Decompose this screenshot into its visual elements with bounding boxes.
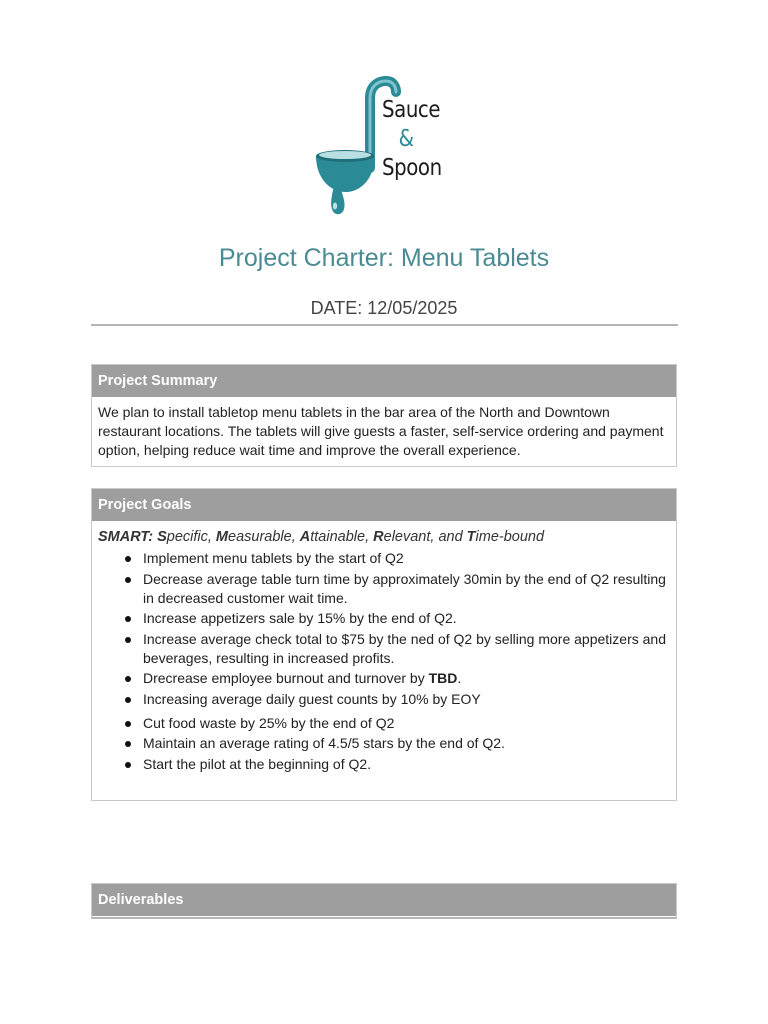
project-goals-header: Project Goals bbox=[92, 489, 676, 521]
smart-rest-a: ttainable, bbox=[310, 529, 374, 545]
logo-wordmark bbox=[382, 96, 442, 183]
logo-word-sauce: Sauce bbox=[382, 97, 441, 123]
smart-rest-m: easurable, bbox=[228, 529, 300, 545]
goal-item: Cut food waste by 25% by the end of Q2 bbox=[123, 714, 670, 733]
goal-item-tbd: TBD bbox=[428, 670, 458, 686]
logo-word-spoon: Spoon bbox=[382, 155, 442, 181]
goal-item: Decrease average table turn time by approximately 30min by the end of Q2 resulting in decreased customer wait time. bbox=[123, 570, 670, 608]
smart-rest-s: pecific, bbox=[166, 529, 216, 545]
smart-letter-a: A bbox=[299, 529, 311, 545]
smart-definition bbox=[98, 528, 670, 547]
goal-item: Increase average check total to $75 by the ned of Q2 by selling more appetizers and beverages, resulting in increased profits. bbox=[123, 630, 670, 668]
goal-item: Increase appetizers sale by 15% by the end of Q2. bbox=[123, 609, 670, 628]
project-summary-body: We plan to install tabletop menu tablets in the bar area of the North and Downtown restaurant locations. The tablets will give guests a faster, self-service ordering and payment option, helping reduce wait time and improve the overall experience. bbox=[98, 404, 664, 458]
smart-rest-t: ime-bound bbox=[475, 529, 545, 545]
goals-list bbox=[98, 549, 670, 774]
goal-item bbox=[123, 669, 670, 688]
goal-item: Implement menu tablets by the start of Q2 bbox=[123, 549, 670, 568]
goal-item-text: Drecrease employee burnout and turnover by bbox=[143, 670, 429, 686]
document-date: DATE: 12/05/2025 bbox=[310, 298, 458, 318]
sauce-and-spoon-logo bbox=[310, 76, 460, 221]
smart-letter-r: R bbox=[373, 529, 384, 545]
logo-ampersand: & bbox=[398, 126, 414, 152]
goal-item-tail: . bbox=[457, 670, 462, 686]
project-goals-section bbox=[91, 488, 677, 801]
project-summary-section bbox=[91, 364, 677, 467]
smart-letter-m: M bbox=[215, 529, 229, 545]
goal-item: Maintain an average rating of 4.5/5 stars by the end of Q2. bbox=[123, 734, 670, 753]
goal-item: Increasing average daily guest counts by 10% by EOY bbox=[123, 690, 670, 709]
deliverables-header: Deliverables bbox=[92, 884, 676, 916]
smart-letter-t: T bbox=[466, 529, 476, 545]
smart-letter-s: S bbox=[157, 529, 167, 545]
smart-rest-r: elevant, and bbox=[383, 529, 467, 545]
project-goals-body bbox=[92, 521, 676, 774]
goal-item: Start the pilot at the beginning of Q2. bbox=[123, 755, 670, 774]
document-title: Project Charter: Menu Tablets bbox=[218, 244, 550, 272]
deliverables-section bbox=[91, 883, 677, 919]
smart-prefix: SMART: bbox=[98, 529, 158, 545]
date-divider bbox=[91, 324, 678, 326]
project-summary-header: Project Summary bbox=[92, 365, 676, 397]
